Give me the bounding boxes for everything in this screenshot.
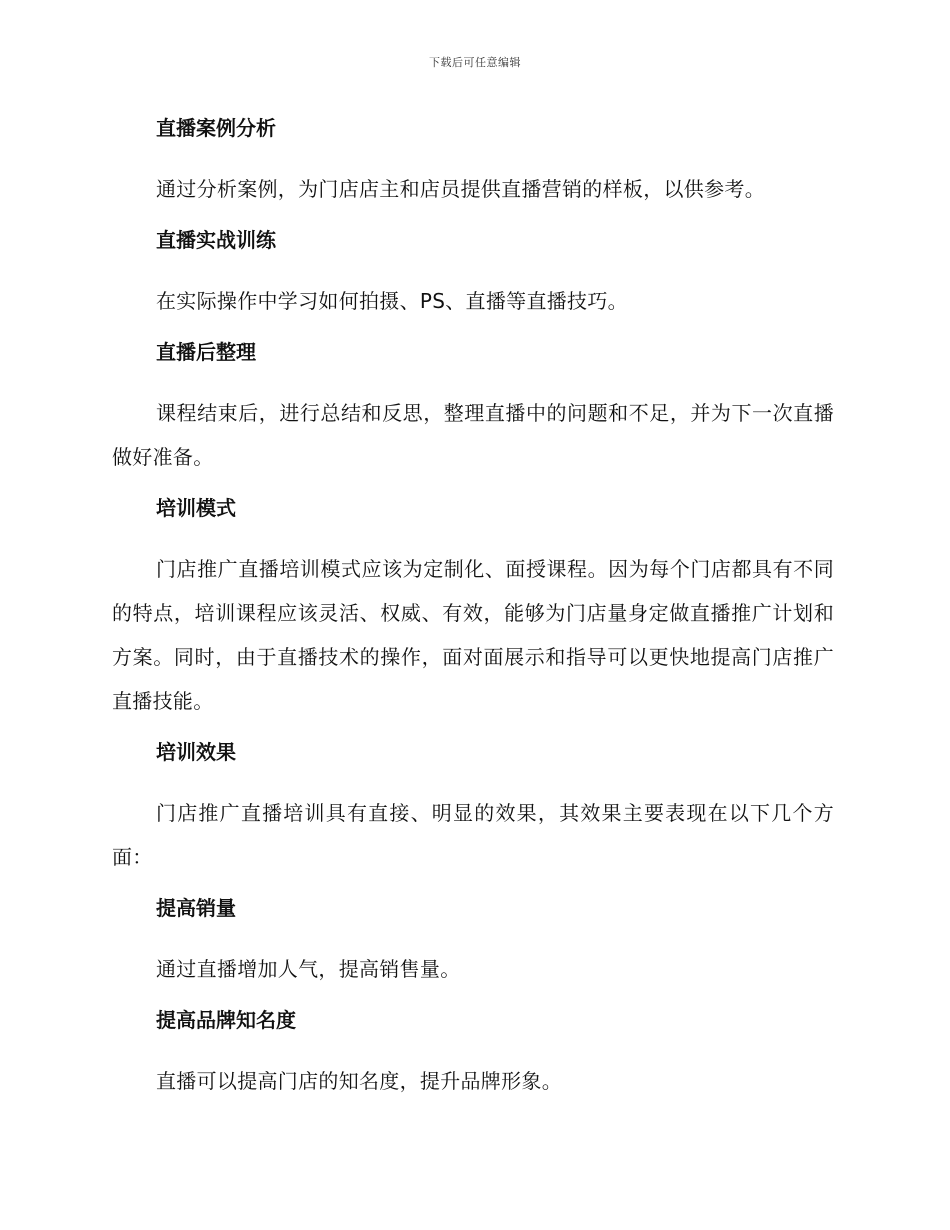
- section-paragraph: 门店推广直播培训模式应该为定制化、面授课程。因为每个门店都具有不同的特点，培训课程应该灵活、权威、有效，能够为门店量身定做直播推广计划和方案。同时，由于直播技术的操作，面对面展示和指导可以更快地提高门店推广直播技能。: [112, 557, 834, 713]
- section-heading: 提高品牌知名度: [156, 1008, 296, 1032]
- section-heading: 培训模式: [156, 496, 236, 520]
- section-paragraph: 通过分析案例，为门店店主和店员提供直播营销的样板，以供参考。: [156, 177, 765, 201]
- section-heading: 直播实战训练: [156, 228, 276, 252]
- page-header: 下载后可任意编辑: [429, 56, 521, 69]
- section-paragraph: 直播可以提高门店的知名度，提升品牌形象。: [156, 1069, 562, 1093]
- section-paragraph: 通过直播增加人气，提高销售量。: [156, 957, 461, 981]
- section-paragraph: 在实际操作中学习如何拍摄、PS、直播等直播技巧。: [156, 289, 628, 313]
- section-heading: 培训效果: [156, 740, 236, 764]
- section-paragraph: 课程结束后，进行总结和反思，整理直播中的问题和不足，并为下一次直播做好准备。: [112, 401, 834, 469]
- section-heading: 直播后整理: [156, 340, 256, 364]
- section-heading: 提高销量: [156, 896, 236, 920]
- section-heading: 直播案例分析: [156, 116, 276, 140]
- document-body: [112, 110, 834, 1114]
- section-paragraph: 门店推广直播培训具有直接、明显的效果，其效果主要表现在以下几个方面：: [112, 801, 834, 869]
